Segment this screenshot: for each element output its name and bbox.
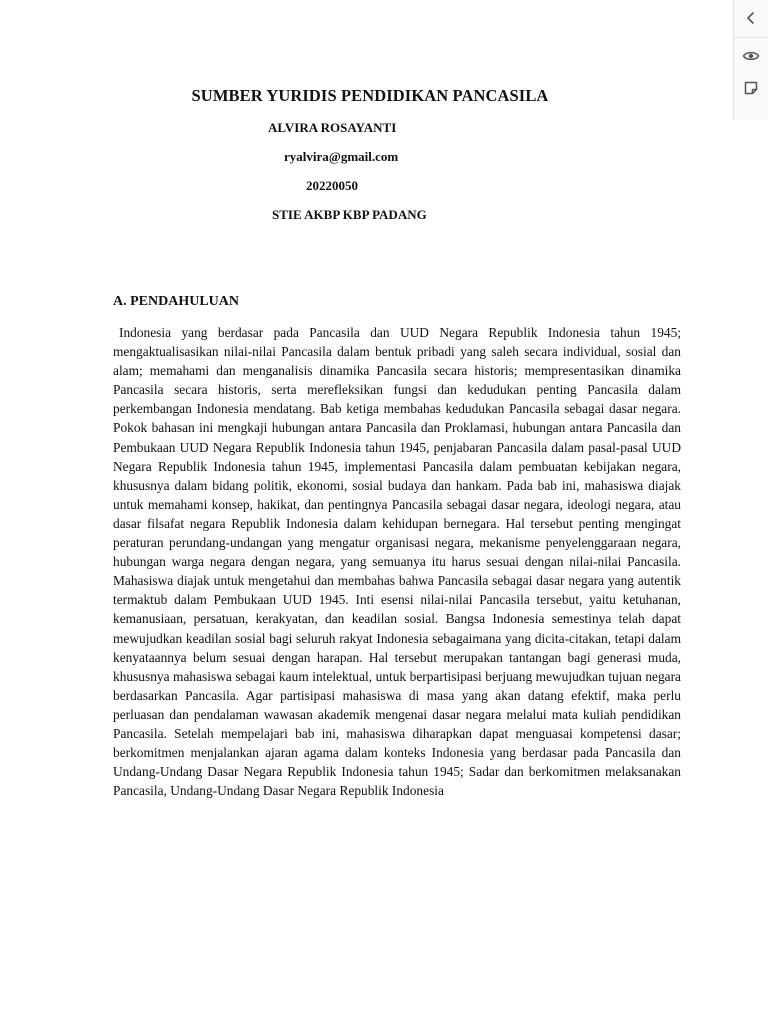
eye-icon — [742, 49, 760, 63]
section-heading: A. PENDAHULUAN — [113, 294, 239, 309]
side-toolbar — [733, 0, 768, 120]
sticky-note-icon — [743, 80, 759, 96]
collapse-panel-button[interactable] — [738, 5, 764, 31]
institution-name: STIE AKBP KBP PADANG — [272, 207, 427, 222]
section-body-text: Indonesia yang berdasar pada Pancasila dan UUD Negara Republik Indonesia tahun 1945; mengaktualisasikan nilai-nilai Pancasila dalam bentuk pribadi yang saleh secara individual, sosial dan alam; memahami dan menganalisis dinamika Pancasila secara historis; mempresentasikan dinamika Pancasila secara historis, serta merefleksikan fungsi dan kedudukan penting Pancasila dalam perkembangan Indonesia mendatang. Bab ketiga membahas kedudukan Pancasila sebagai dasar negara. Pokok bahasan ini mengkaji hubungan antara Pancasila dan Proklamasi, hubungan antara Pancasila dan Pembukaan UUD Negara Republik Indonesia tahun 1945, penjabaran Pancasila dalam pasal-pasal UUD Negara Republik Indonesia tahun 1945, implementasi Pancasila dalam pembuatan kebijakan negara, khususnya dalam bidang politik, ekonomi, sosial budaya dan hankam. Pada bab ini, mahasiswa diajak untuk memahami konsep, hakikat, dan pentingnya Pancasila sebagai dasar negara, ideologi negara, atau dasar filsafat negara Republik Indonesia dalam kehidupan bernegara. Hal tersebut penting mengingat peraturan perundang-undangan yang mengatur organisasi negara, mekanisme penyelenggaraan negara, hubungan warga negara dengan negara, yang semuanya itu harus sesuai dengan nilai-nilai Pancasila. Mahasiswa diajak untuk mengetahui dan membahas bahwa Pancasila sebagai dasar negara yang autentik termaktub dalam Pembukaan UUD 1945. Inti esensi nilai-nilai Pancasila tersebut, yaitu ketuhanan, kemanusiaan, persatuan, kerakyatan, dan keadilan sosial. Bangsa Indonesia semestinya telah dapat mewujudkan keadilan sosial bagi seluruh rakyat Indonesia sebagaimana yang dicita-citakan, tetapi dalam kenyataannya belum sesuai dengan harapan. Hal tersebut merupakan tantangan bagi generasi muda, khususnya mahasiswa sebagai kaum intelektual, untuk berpartisipasi berjuang mewujudkan tujuan negara berdasarkan Pancasila. Agar partisipasi mahasiswa di masa yang akan datang efektif, maka perlu perluasan dan pendalaman wawasan akademik mengenai dasar negara melalui mata kuliah pendidikan Pancasila. Setelah mempelajari bab ini, mahasiswa diharapkan dapat menguasai kompetensi dasar; berkomitmen menjalankan ajaran agama dalam konteks Indonesia yang berdasar pada Pancasila dan Undang-Undang Dasar Negara Republik Indonesia tahun 1945; Sadar dan berkomitmen melaksanakan Pancasila, Undang-Undang Dasar Negara Republik Indonesia — [113, 325, 681, 799]
toolbar-divider — [734, 37, 768, 38]
author-email: ryalvira@gmail.com — [284, 149, 399, 164]
chevron-left-icon — [744, 11, 758, 25]
view-button[interactable] — [738, 43, 764, 69]
student-id: 20220050 — [306, 178, 358, 193]
document-title: SUMBER YURIDIS PENDIDIKAN PANCASILA — [191, 86, 549, 105]
notes-button[interactable] — [738, 75, 764, 101]
author-name: ALVIRA ROSAYANTI — [268, 120, 397, 135]
